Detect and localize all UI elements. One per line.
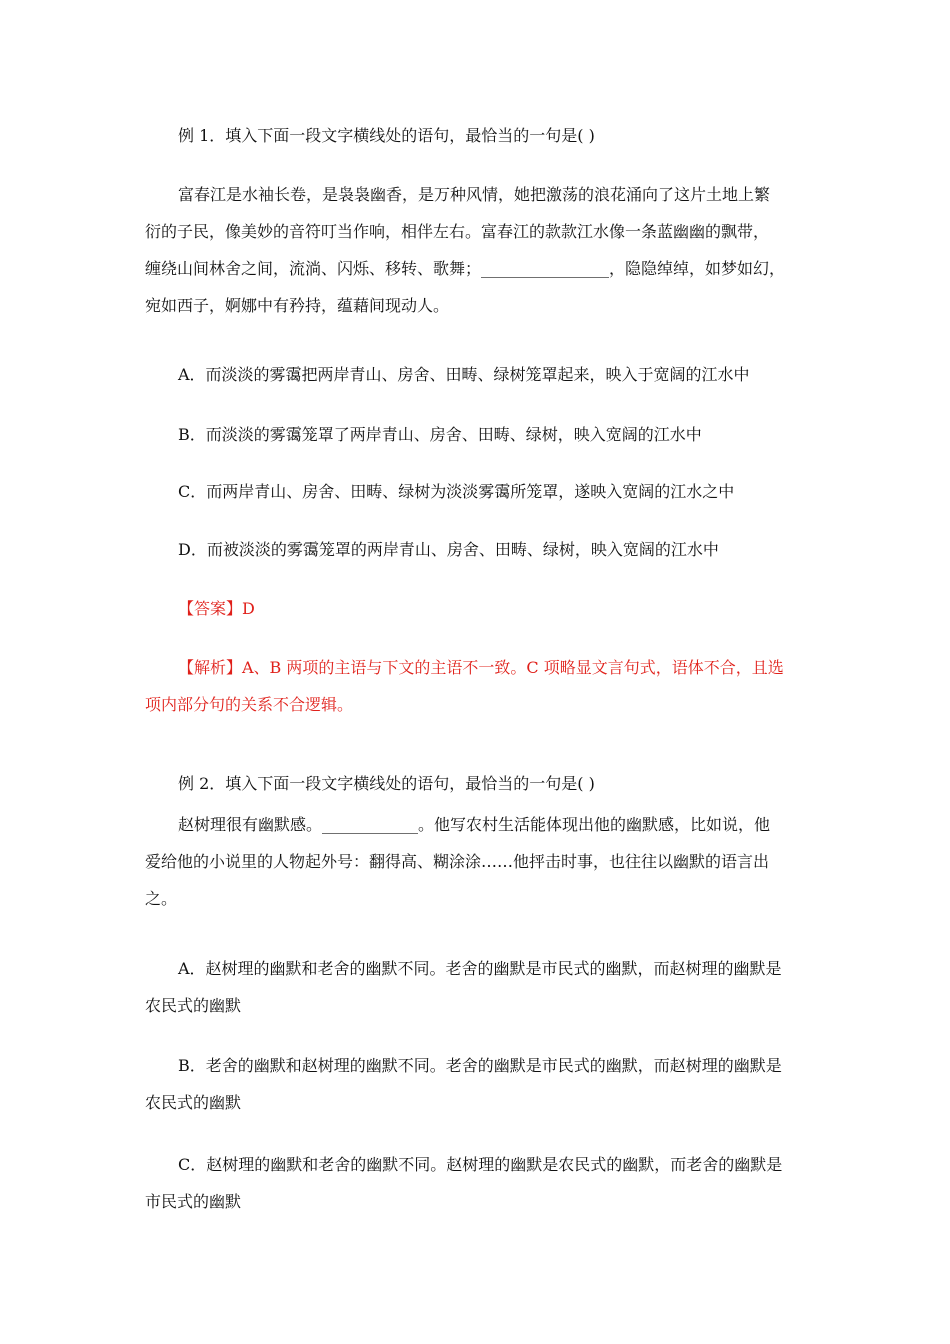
passage-line: 之。 bbox=[145, 889, 178, 908]
passage-line: 爱给他的小说里的人物起外号：翻得高、糊涂涂……他抨击时事，也往往以幽默的语言出 bbox=[145, 852, 770, 871]
example-2-option-a: A．赵树理的幽默和老舍的幽默不同。老舍的幽默是市民式的幽默，而赵树理的幽默是 农民式的幽默 bbox=[145, 959, 782, 1015]
example-1-option-d: D．而被淡淡的雾霭笼罩的两岸青山、房舍、田畴、绿树，映入宽阔的江水中 bbox=[178, 540, 719, 559]
example-2-question: 例 2．填入下面一段文字横线处的语句，最恰当的一句是( ) bbox=[178, 774, 595, 793]
example-2-passage bbox=[145, 810, 807, 914]
passage-line: 衍的子民，像美妙的音符叮当作响，相伴左右。富春江的款款江水像一条蓝幽幽的飘带， bbox=[145, 222, 770, 241]
passage-line: 赵树理很有幽默感。____________。他写农村生活能体现出他的幽默感，比如说，他 bbox=[178, 815, 771, 834]
example-2-option-c: C．赵树理的幽默和老舍的幽默不同。赵树理的幽默是农民式的幽默，而老舍的幽默是 市民式的幽默 bbox=[145, 1155, 783, 1211]
example-1-question: 例 1．填入下面一段文字横线处的语句，最恰当的一句是( ) bbox=[178, 126, 595, 145]
example-1-analysis bbox=[145, 653, 807, 720]
example-1-option-c: C．而两岸青山、房舍、田畴、绿树为淡淡雾霭所笼罩，遂映入宽阔的江水之中 bbox=[178, 482, 735, 501]
example-2-option-b: B．老舍的幽默和赵树理的幽默不同。老舍的幽默是市民式的幽默，而赵树理的幽默是 农民式的幽默 bbox=[145, 1056, 782, 1112]
passage-line: 缠绕山间林舍之间，流淌、闪烁、移转、歌舞；________________，隐隐绰绰，如梦如幻， bbox=[145, 259, 786, 278]
example-1-answer: 【答案】D bbox=[178, 599, 255, 618]
analysis-line: 【解析】A、B 两项的主语与下文的主语不一致。C 项略显文言句式，语体不合，且选 bbox=[178, 658, 784, 677]
analysis-line: 项内部分句的关系不合逻辑。 bbox=[145, 695, 354, 714]
passage-line: 富春江是水袖长卷，是袅袅幽香，是万种风情，她把激荡的浪花涌向了这片土地上繁 bbox=[178, 185, 771, 204]
example-1-passage bbox=[145, 180, 807, 321]
example-1-option-b: B．而淡淡的雾霭笼罩了两岸青山、房舍、田畴、绿树，映入宽阔的江水中 bbox=[178, 425, 702, 444]
example-1-option-a: A．而淡淡的雾霭把两岸青山、房舍、田畴、绿树笼罩起来，映入于宽阔的江水中 bbox=[178, 365, 750, 384]
passage-line: 宛如西子，婀娜中有矜持，蕴藉间现动人。 bbox=[145, 296, 450, 315]
